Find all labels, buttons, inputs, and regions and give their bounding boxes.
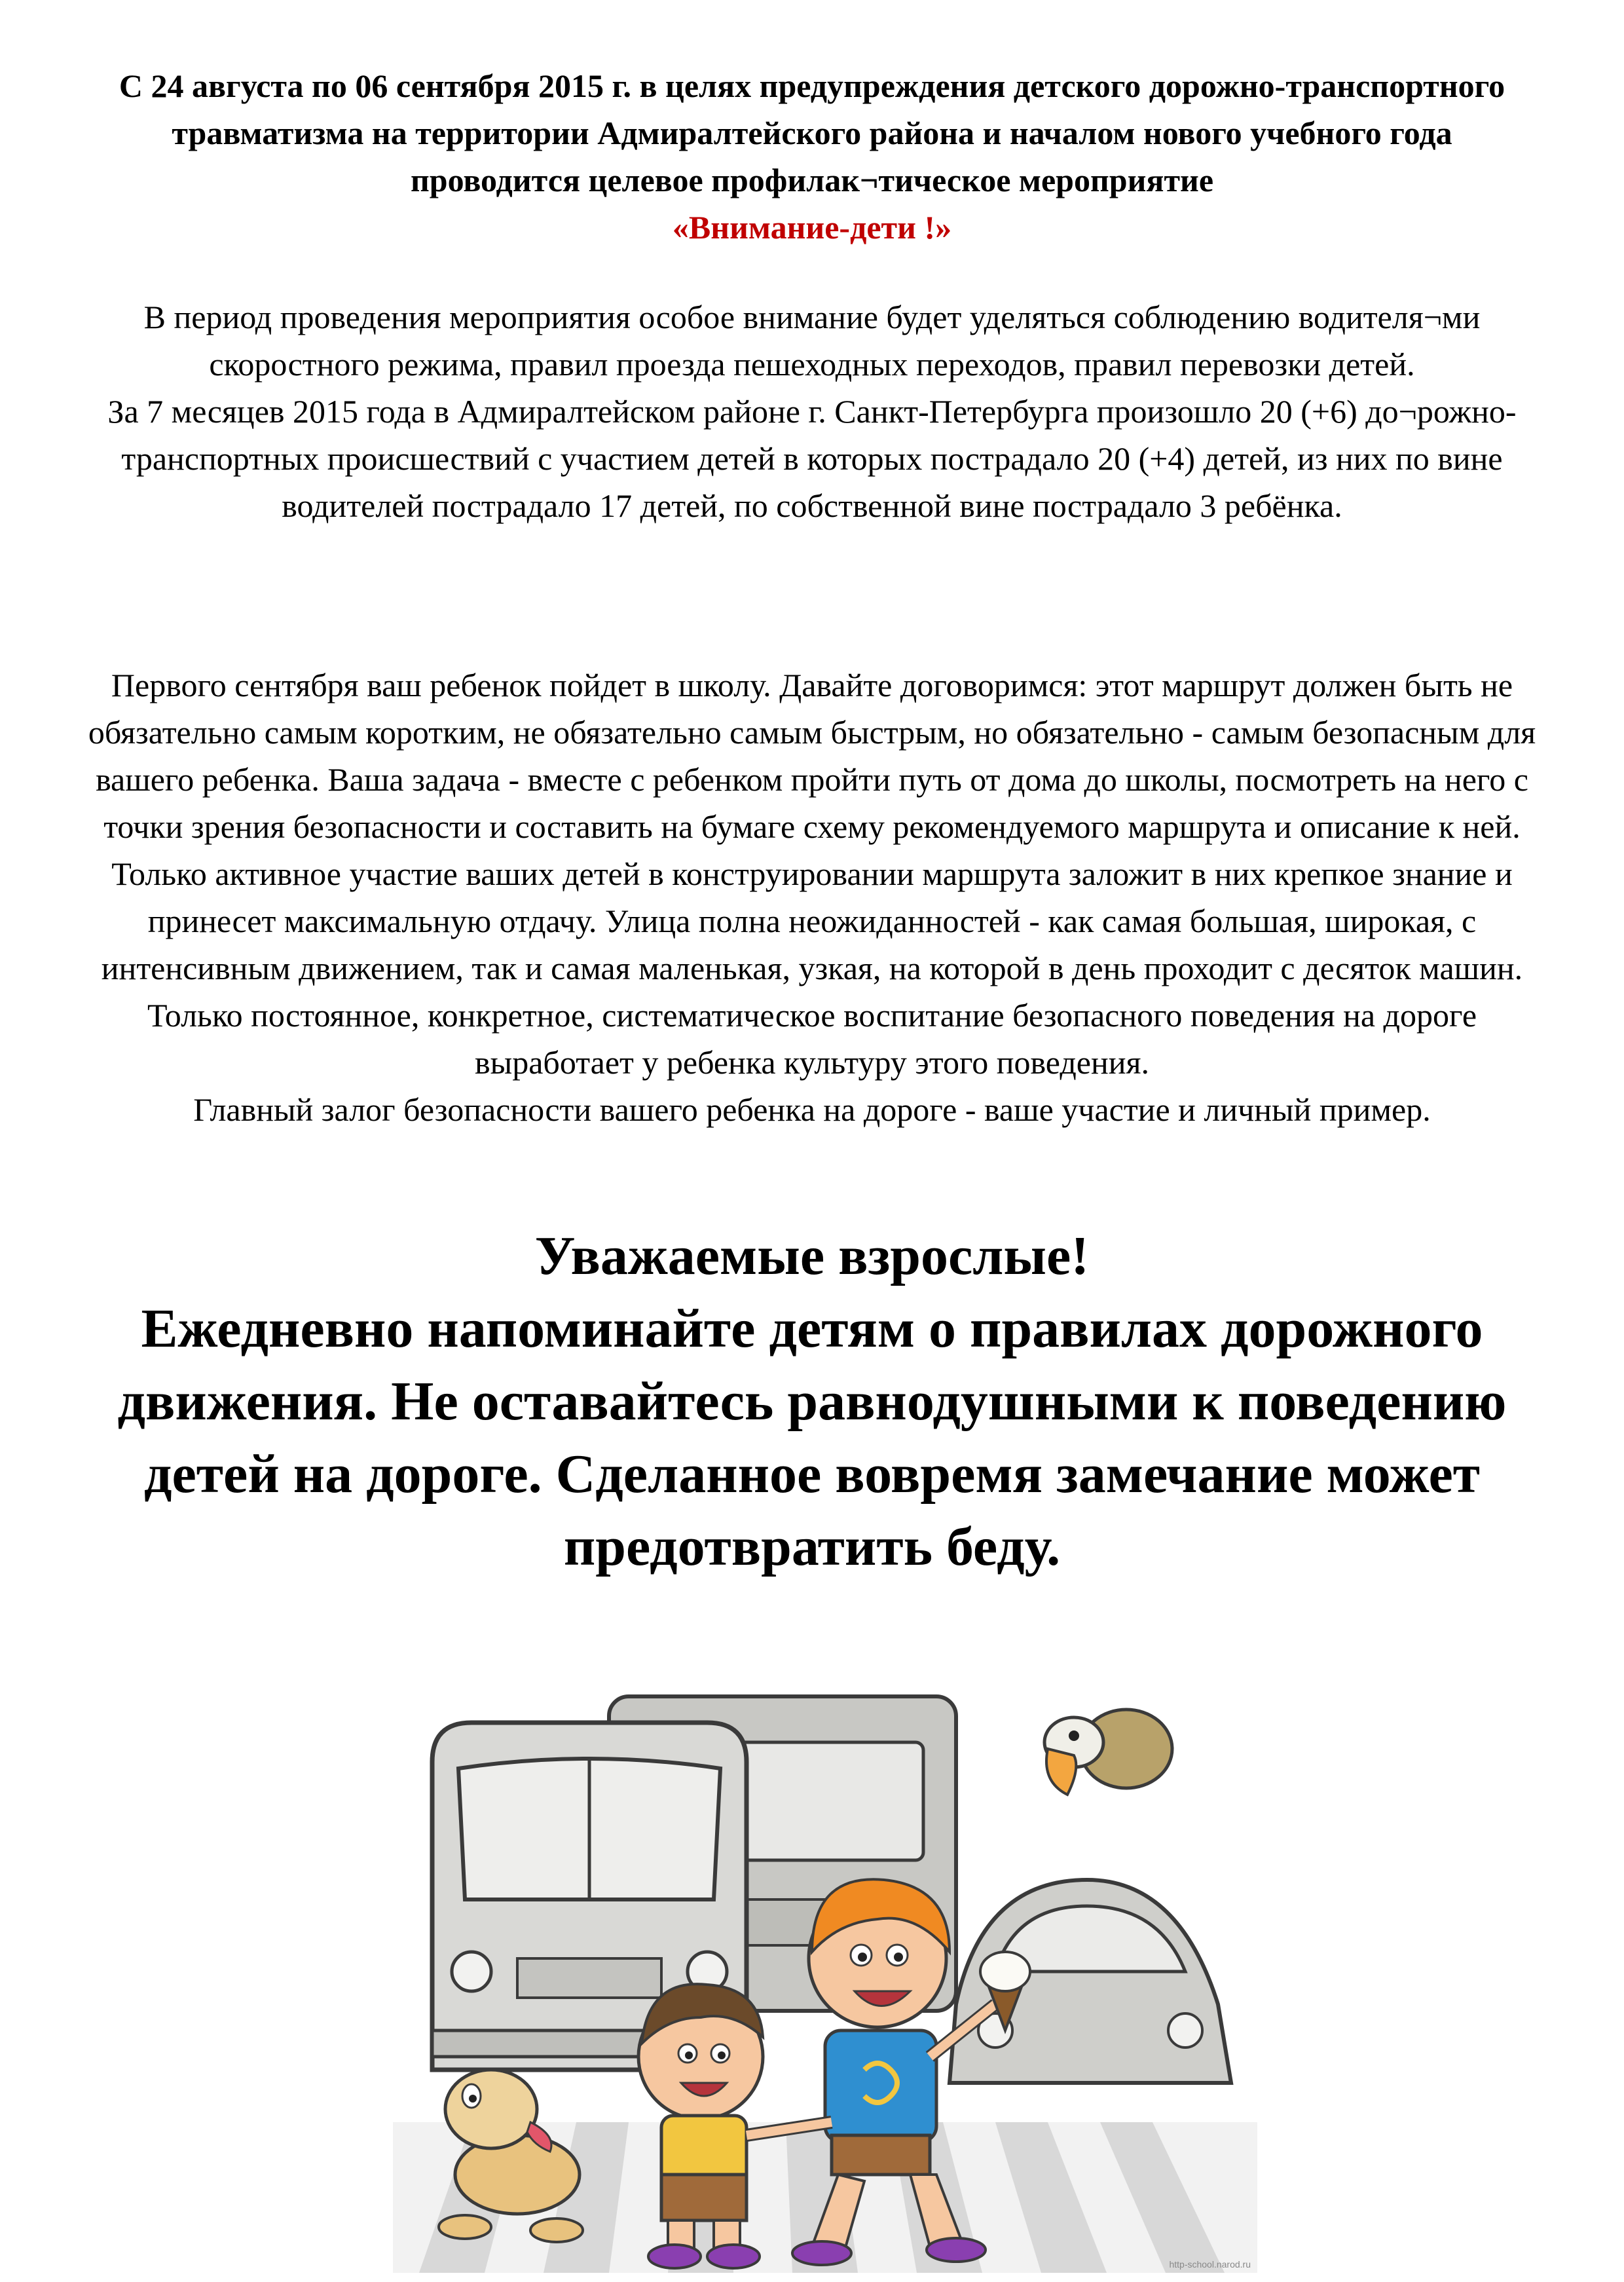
children-crossing-road-illustration: [393, 1664, 1257, 2273]
statistics-paragraph: [75, 293, 1549, 529]
illustration-svg: [393, 1664, 1257, 2273]
intro-announcement: [98, 62, 1526, 251]
appeal-heading: Уважаемые взрослые!: [534, 1225, 1090, 1286]
event-name: «Внимание-дети !»: [672, 209, 952, 246]
paragraph-2-line-2: Главный залог безопасности вашего ребенка на дороге - ваше участие и личный пример.: [193, 1091, 1431, 1128]
bird-icon: [1044, 1710, 1172, 1795]
watermark: http-school.narod.ru: [1169, 2259, 1251, 2270]
appeal-text: Ежедневно напоминайте детям о правилах дорожного движения. Не оставайтесь равнодушными к поведению детей на дороге. Сделанное вовремя замечание может предотвратить беду.: [117, 1298, 1507, 1577]
intro-text: С 24 августа по 06 сентября 2015 г. в целях предупреждения детского дорожно-транспортного травматизма на территории Адмиралтейского района и началом нового учебного года проводится целевое профилак¬тическое мероприятие: [119, 67, 1505, 198]
appeal-block: [79, 1220, 1545, 1583]
paragraph-2-line-1: Первого сентября ваш ребенок пойдет в школу. Давайте договоримся: этот маршрут должен быть не обязательно самым коротким, не обязательно самым быстрым, но обязательно - самым безопасным для вашего ребенка. Ваша задача - вместе с ребенком пройти путь от дома до школы, посмотреть на него с точки зрения безопасности и составить на бумаге схему рекомендуемого маршрута и описание к ней. Только активное участие ваших детей в конструировании маршрута заложит в них крепкое знание и принесет максимальную отдачу. Улица полна неожиданностей - как самая большая, широкая, с интенсивным движением, так и самая маленькая, узкая, на которой в день проходит с десяток машин. Только постоянное, конкретное, систематическое воспитание безопасного поведения на дороге выработает у ребенка культуру этого поведения.: [88, 667, 1536, 1081]
paragraph-1-line-1: В период проведения мероприятия особое внимание будет уделяться соблюдению водителя¬ми скоростного режима, правил проезда пешеходных переходов, правил перевозки детей.: [143, 299, 1481, 383]
paragraph-1-line-2: За 7 месяцев 2015 года в Адмиралтейском районе г. Санкт-Петербурга произошло 20 (+6) до¬рожно-транспортных происшествий с участием детей в которых пострадало 20 (+4) детей, из них по вине водителей пострадало 17 детей, по собственной вине пострадало 3 ребёнка.: [107, 393, 1517, 524]
advice-paragraph: [75, 662, 1549, 1133]
